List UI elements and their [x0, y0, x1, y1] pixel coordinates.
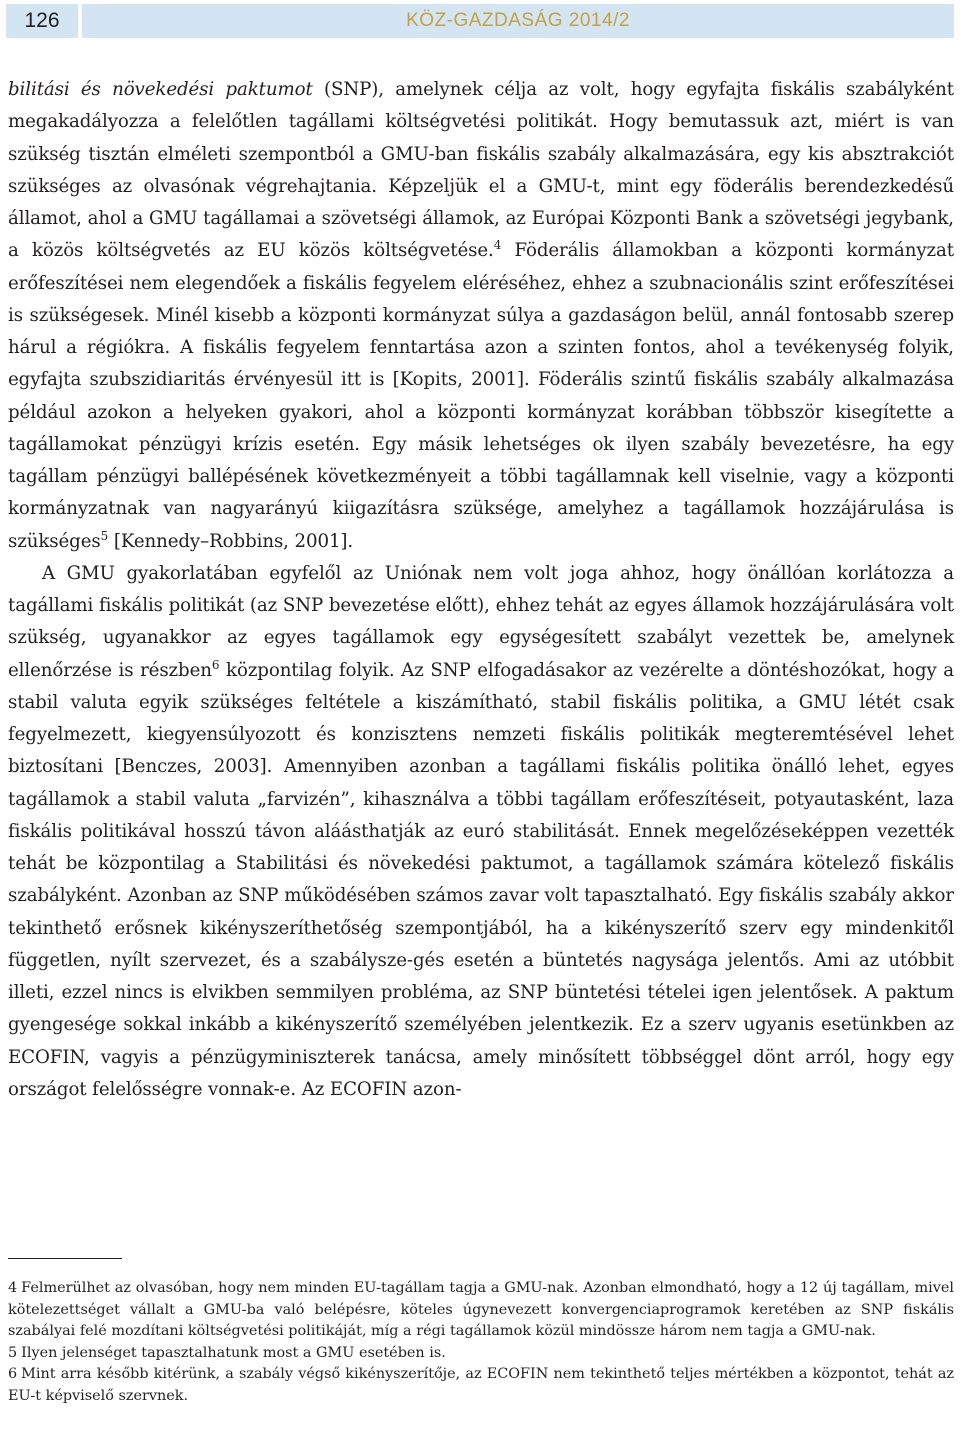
- footnote-ref-4[interactable]: 4: [493, 238, 502, 253]
- footnote-5: [8, 1343, 954, 1365]
- paragraph-2: [8, 558, 954, 1106]
- footnote-6: [8, 1364, 954, 1407]
- footnote-number: 4: [8, 1280, 18, 1296]
- footnote-ref-5[interactable]: 5: [100, 528, 109, 543]
- paragraph-1-text-c: [Kennedy–Robbins, 2001].: [108, 530, 354, 552]
- footnote-4: [8, 1278, 954, 1343]
- footnotes: [8, 1278, 954, 1408]
- paragraph-1-text-b: Föderális államokban a központi kormányzat erőfeszítései nem elegendőek a fiskális fegyelem eléréséhez, ehhez a szubnacionális szint erőfeszítései is szükségesek. Minél kisebb a központi kormányzat súlya a gazdaságon belül, annál fontosabb szerep hárul a régiókra. A fiskális fegyelem fenntartása azon a szinten fontos, ahol a tevékenység folyik, egyfajta szubszidiaritás érvényesül itt is [Kopits, 2001]. Föderális szintű fiskális szabály alkalmazása például azokon a helyeken gyakori, ahol a központi kormányzat korábban többször kisegítette a tagállamokat pénzügyi krízis esetén. Egy másik lehetséges ok ilyen szabály bevezetésre, ha egy tagállam pénzügyi ballépésének következményeit a többi tagállamnak kell viselnie, vagy a központi kormányzatnak van nagyarányú kiigazításra szüksége, amelyhez a tagállamok hozzájárulása is szükséges: [8, 240, 954, 552]
- italic-text: bilitási és növekedési paktumot: [8, 79, 313, 100]
- footnote-ref-6[interactable]: 6: [211, 657, 220, 672]
- paragraph-2-text-a: A GMU gyakorlatában egyfelől az Uniónak nem volt joga ahhoz, hogy önállóan korlátozza a tagállami fiskális politikát (az SNP bevezetése előtt), ehhez tehát az egyes államok hozzájárulására volt szükség, ugyanakkor az egyes tagállamok egy egységesített szabályt vezettek be, amelynek ellenőrzése is részben: [8, 562, 954, 681]
- page-header: [6, 4, 954, 38]
- paragraph-2-text-b: központilag folyik. Az SNP elfogadásakor az vezérelte a döntéshozókat, hogy a stabil valuta egyik szükséges feltétele a kiszámítható, stabil fiskális politika, a GMU létét csak fegyelmezett, kiegyensúlyozott és konzisztens nemzeti fiskális politikák megteremtésével lehet biztosítani [Benczes, 2003]. Amennyiben azonban a tagállami fiskális politika önálló lehet, egyes tagállamok a stabil valuta „farvizén”, kihasználva a többi tagállam erőfeszítéseit, potyautasként, laza fiskális politikával hosszú távon aláásthatják az euró stabilitását. Ennek megelőzéseképpen vezették tehát be központilag a Stabilitási és növekedési paktumot, a tagállamok számára kötelező fiskális szabályként. Azonban az SNP működésében számos zavar volt tapasztalható. Egy fiskális szabály akkor tekinthető erősnek kikényszeríthetőség szempontjából, ha a kikényszerítő szerv egy mindenkitől független, nyílt szervezet, és a szabálysze-gés esetén a büntetés nagysága jelentős. Ami az utóbbit illeti, ezzel nincs is elvikben semmilyen probléma, az SNP büntetési tételei igen jelentősek. A paktum gyengesége sokkal inkább a kikényszerítő személyében jelentkezik. Ez a szerv ugyanis esetünkben az ECOFIN, vagyis a pénzügyminiszterek tanácsa, amely minősített többséggel dönt arról, hogy egy országot felelősségre vonnak-e. Az ECOFIN azon-: [8, 659, 954, 1100]
- journal-title: KÖZ-GAZDASÁG 2014/2: [82, 4, 954, 38]
- page-number: 126: [6, 4, 78, 38]
- footnote-number: 5: [8, 1344, 18, 1361]
- body-text: [8, 74, 954, 1106]
- footnote-number: 6: [8, 1366, 18, 1383]
- footnote-text: Mint arra később kitérünk, a szabály végső kikényszerítője, az ECOFIN nem tekinthető teljes mértékben a központot, tehát az EU-t képviselő szervnek.: [8, 1366, 954, 1404]
- paragraph-1: [8, 74, 954, 558]
- paragraph-1-text-a: (SNP), amelynek célja az volt, hogy egyfajta fiskális szabályként megakadályozza a felelőtlen tagállami költségvetési politikát. Hogy bemutassuk azt, miért is van szükség tisztán elméleti szempontból a GMU-ban fiskális szabály alkalmazására, egy kis absztrakciót szükséges az olvasónak végrehajtania. Képzeljük el a GMU-t, mint egy föderális berendezkedésű államot, ahol a GMU tagállamai a szövetségi államok, az Európai Központi Bank a szövetségi jegybank, a közös költségvetés az EU közös költségvetése.: [8, 79, 954, 262]
- footnote-text: Felmerülhet az olvasóban, hogy nem minden EU-tagállam tagja a GMU-nak. Azonban elmondható, hogy a 12 új tagállam, mivel kötelezettséget vállalt a GMU-ba való belépésre, köteles úgynevezett konvergenciaprogramok keretében az SNP fiskális szabályai felé mozdítani költségvetési politikáját, míg a régi tagállamok közül mindössze három nem tagja a GMU-nak.: [8, 1280, 954, 1340]
- footnote-text: Ilyen jelenséget tapasztalhatunk most a GMU esetében is.: [21, 1344, 446, 1361]
- footnote-divider: [8, 1258, 122, 1259]
